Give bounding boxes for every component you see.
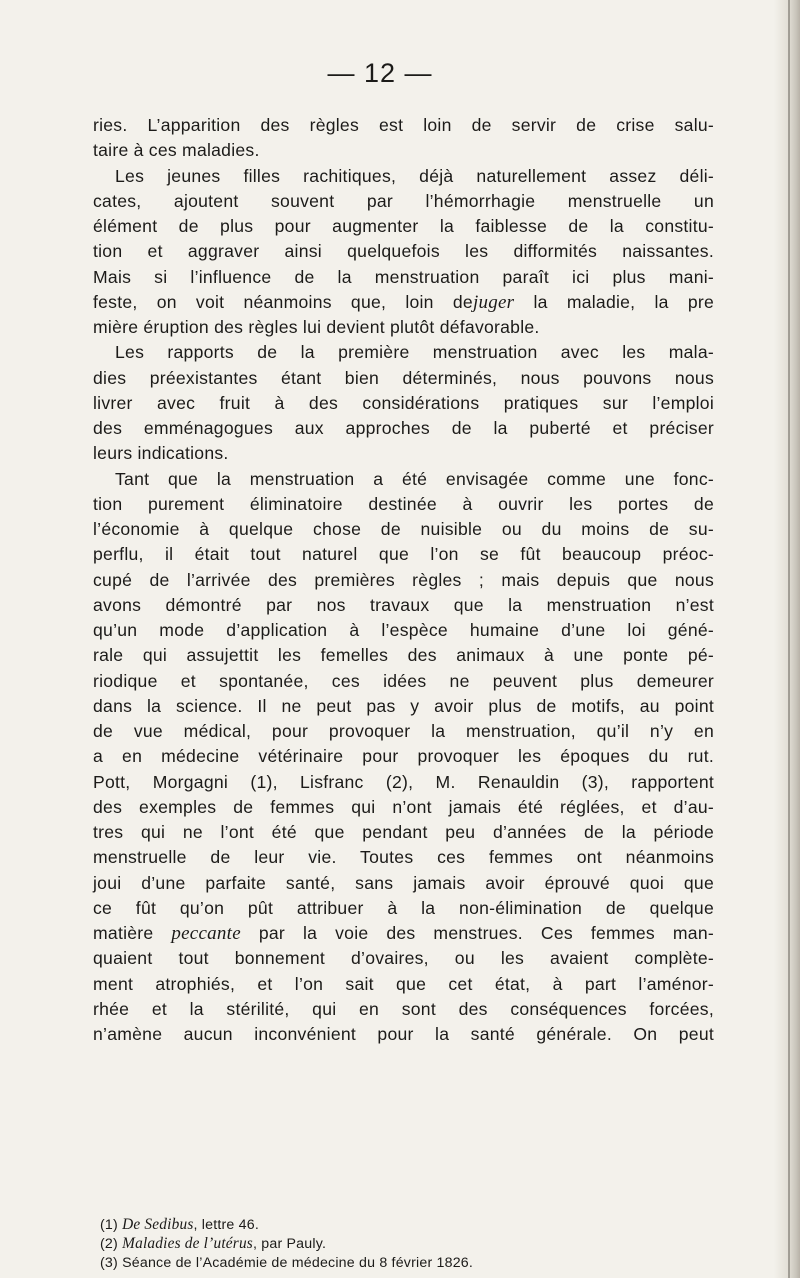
- text-line: a en médecine vétérinaire pour provoquer les époques du rut.: [93, 746, 714, 767]
- text-line: Les rapports de la première menstruation avec les mala-: [115, 342, 714, 363]
- text-line: qu’un mode d’application à l’espèce humaine d’une loi géné-: [93, 620, 714, 640]
- footnote: [100, 1254, 700, 1273]
- text-line: rhée et la stérilité, qui en sont des conséquences forcées,: [93, 998, 714, 1019]
- text-line: cates, ajoutent souvent par l’hémorrhagie menstruelle un: [93, 190, 714, 211]
- text-line: tion et aggraver ainsi quelquefois les difformités naissantes.: [93, 241, 714, 262]
- footnote-text: , lettre 46.: [193, 1217, 259, 1233]
- text-line: joui d’une parfaite santé, sans jamais avoir éprouvé quoi que: [93, 872, 714, 893]
- text-line: taire à ces maladies.: [93, 140, 260, 161]
- text-segment: matière: [93, 923, 154, 943]
- body-text: [93, 113, 714, 1047]
- footnote-mark: (2): [100, 1235, 118, 1252]
- text-line: mière éruption des règles lui devient plutôt défavorable.: [93, 317, 540, 337]
- text-line: cupé de l’arrivée des premières règles ; mais depuis que nous: [93, 569, 714, 590]
- footnote-title: Maladies de l’utérus: [122, 1234, 253, 1252]
- text-line: n’amène aucun inconvénient pour la santé générale. On peut: [93, 1024, 714, 1044]
- text-line-composite: [93, 290, 714, 315]
- italic-word: juger: [472, 291, 515, 313]
- footnote: [100, 1216, 700, 1235]
- page-edge-shadow: [774, 0, 800, 1278]
- text-line: riodique et spontanée, ces idées ne peuvent plus demeurer: [93, 670, 714, 691]
- text-line: dans la science. Il ne peut pas y avoir plus de motifs, au point: [93, 695, 714, 716]
- page-number: — 12 —: [327, 58, 433, 88]
- text-line: Les jeunes filles rachitiques, déjà naturellement assez déli-: [115, 165, 714, 186]
- text-line: ment atrophiés, et l’on sait que cet état, à part l’aménor-: [93, 973, 714, 994]
- text-line: livrer avec fruit à des considérations pratiques sur l’emploi: [93, 392, 714, 413]
- footnote-text: Séance de l’Académie de médecine du 8 février 1826.: [122, 1254, 474, 1271]
- text-line: menstruelle de leur vie. Toutes ces femmes ont néanmoins: [93, 847, 714, 868]
- text-segment: par la voie des menstrues. Ces femmes man-: [240, 923, 714, 943]
- text-line: ries. L’apparition des règles est loin de servir de crise salu-: [93, 115, 714, 135]
- footnote-title: De Sedibus: [122, 1216, 194, 1233]
- text-line: Tant que la menstruation a été envisagée comme une fonc-: [115, 468, 714, 489]
- text-line: leurs indications.: [93, 443, 229, 464]
- text-line: tion purement éliminatoire destinée à ouvrir les portes de: [93, 493, 714, 514]
- text-line: élément de plus pour augmenter la faiblesse de la constitu-: [93, 216, 714, 236]
- binding-edge-line: [788, 0, 790, 1278]
- text-segment: la maladie, la pre: [514, 291, 715, 312]
- text-line: perflu, il était tout naturel que l’on se fût beaucoup préoc-: [93, 544, 714, 565]
- footnote: [100, 1235, 700, 1254]
- text-line: Mais si l’influence de la menstruation paraît ici plus mani-: [93, 266, 714, 287]
- text-line: avons démontré par nos travaux que la menstruation n’est: [93, 594, 714, 615]
- text-line: Pott, Morgagni (1), Lisfranc (2), M. Renauldin (3), rapportent: [93, 771, 714, 792]
- text-line: ce fût qu’on pût attribuer à la non-élimination de quelque: [93, 897, 714, 918]
- text-line: des emménagogues aux approches de la puberté et préciser: [93, 418, 714, 438]
- footnote-mark: (3): [100, 1254, 118, 1271]
- text-line: dies préexistantes étant bien déterminés, nous pouvons nous: [93, 367, 714, 388]
- text-line: l’économie à quelque chose de nuisible ou du moins de su-: [93, 519, 714, 539]
- footnote-mark: (1): [100, 1217, 118, 1233]
- text-segment: feste, on voit néanmoins que, loin de: [93, 291, 473, 312]
- footnotes: [100, 1216, 700, 1272]
- text-line: tres qui ne l’ont été que pendant peu d’années de la période: [93, 822, 714, 842]
- text-line-composite: [93, 921, 714, 946]
- text-line: des exemples de femmes qui n’ont jamais été réglées, et d’au-: [93, 796, 714, 817]
- text-line: de vue médical, pour provoquer la menstruation, qu’il n’y en: [93, 721, 714, 741]
- text-line: rale qui assujettit les femelles des animaux à une ponte pé-: [93, 645, 714, 666]
- footnote-text: , par Pauly.: [252, 1235, 327, 1252]
- italic-word: peccante: [171, 923, 241, 944]
- text-line: quaient tout bonnement d’ovaires, ou les avaient complète-: [93, 948, 714, 969]
